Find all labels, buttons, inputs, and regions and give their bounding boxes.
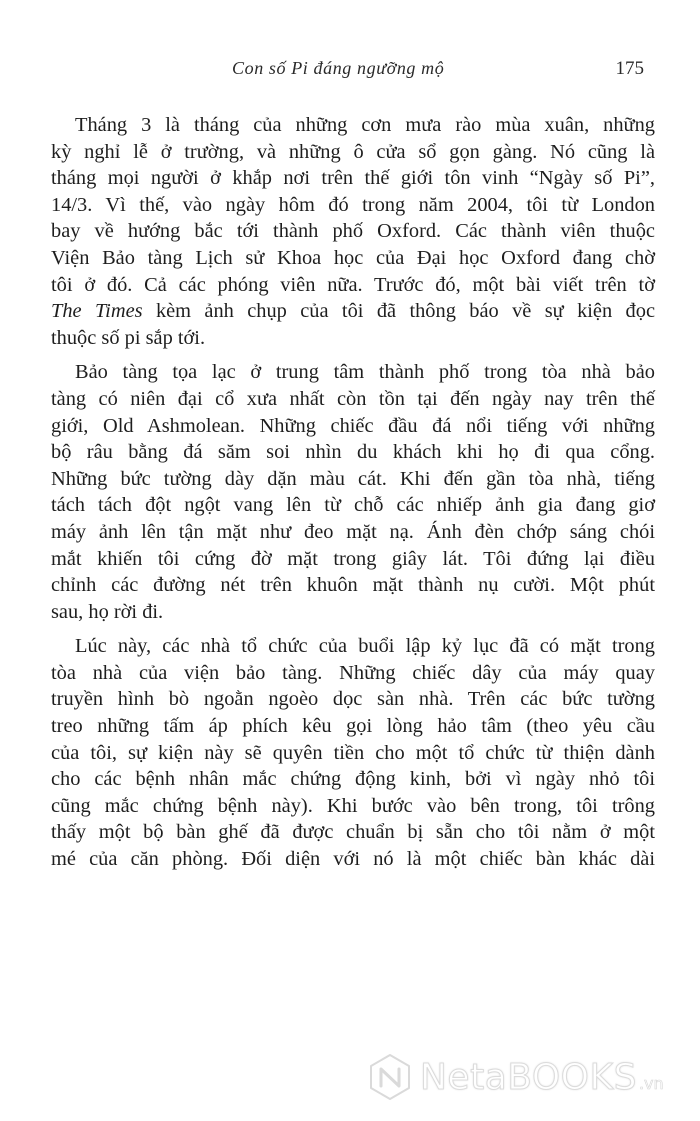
watermark [368,1052,688,1102]
running-header [0,52,700,82]
text-line: Tháng 3 là tháng của những cơn mưa rào mùa xuân, những [75,114,655,136]
text-line: chỉnh các đường nét trên khuôn mặt thành nụ cười. Một phút [51,574,655,597]
text-line: sau, họ rời đi. [51,600,164,623]
text-line: tàng có niên đại cổ xưa nhất còn tồn tại đến ngày nay trên thế [51,387,655,410]
text-line: thấy một bộ bàn ghế đã được chuẩn bị sẵn cho tôi nằm ở một [51,821,655,844]
text-line: của tôi, sự kiện này sẽ quyên tiền cho một tổ chức từ thiện dành [51,741,655,764]
text-line: máy ảnh lên tận mặt như đeo mặt nạ. Ánh đèn chớp sáng chói [51,520,655,543]
text-line: Lúc này, các nhà tổ chức của buổi lập kỷ lục đã có mặt trong [75,635,655,658]
text-line: Những bức tường dày dặn màu cát. Khi đến gần tòa nhà, tiếng [51,467,655,490]
text-line: mé của căn phòng. Đối diện với nó là một chiếc bàn khác dài [51,848,655,871]
text-line [51,298,655,325]
text-line: bộ râu bằng đá săm soi nhìn du khách khi họ đi qua cổng. [51,441,655,464]
text-line: kỳ nghỉ lễ ở trường, và những ô cửa sổ gọn gàng. Nó cũng là [51,140,655,163]
page-number: 175 [615,58,644,79]
text-line: treo những tấm áp phích kêu gọi lòng hảo tâm (theo yêu cầu [51,715,655,738]
text-line: tôi ở đó. Cả các phóng viên nữa. Trước đó, một bài viết trên tờ [51,273,655,296]
text-line: tách tách đột ngột vang lên từ chỗ các nhiếp ảnh gia đang giơ [51,494,655,517]
watermark-brand: NetaBOOKS [420,1056,637,1098]
watermark-suffix: .vn [638,1073,664,1093]
text-line: cho các bệnh nhân mắc chứng động kinh, bởi vì ngày nhỏ tôi [51,768,655,791]
text-line: tòa nhà của viện bảo tàng. Những chiếc dây của máy quay [51,661,655,684]
text-line: mắt khiến tôi cứng đờ mặt trong giây lát. Tôi đứng lại điều [51,547,655,570]
body-text [51,112,655,881]
text-line: Bảo tàng tọa lạc ở trung tâm thành phố trong tòa nhà bảo [75,361,655,384]
running-title: Con số Pi đáng ngưỡng mộ [232,58,445,78]
newspaper-title: The Times [51,300,143,323]
hexagon-n-logo-icon [368,1053,412,1101]
text-line: thuộc số pi sắp tới. [51,326,206,349]
paragraph-1 [51,112,655,351]
paragraph-2 [51,359,655,625]
text-fragment: kèm ảnh chụp của tôi đã thông báo về sự kiện đọc [142,300,655,323]
text-line: bay về hướng bắc tới thành phố Oxford. Các thành viên thuộc [51,220,655,243]
text-line: cũng mắc chứng bệnh này). Khi bước vào bên trong, tôi trông [51,794,655,817]
text-line: giới, Old Ashmolean. Những chiếc đầu đá nổi tiếng với những [51,414,655,437]
paragraph-3 [51,633,655,872]
text-line: truyền hình bò ngoằn ngoèo dọc sàn nhà. Trên các bức tường [51,688,655,711]
text-line: Viện Bảo tàng Lịch sử Khoa học của Đại học Oxford đang chờ [51,246,655,269]
text-line: tháng mọi người ở khắp nơi trên thế giới tôn vinh “Ngày số Pi”, [51,167,655,190]
text-line: 14/3. Vì thế, vào ngày hôm đó trong năm 2004, tôi từ London [51,193,655,216]
